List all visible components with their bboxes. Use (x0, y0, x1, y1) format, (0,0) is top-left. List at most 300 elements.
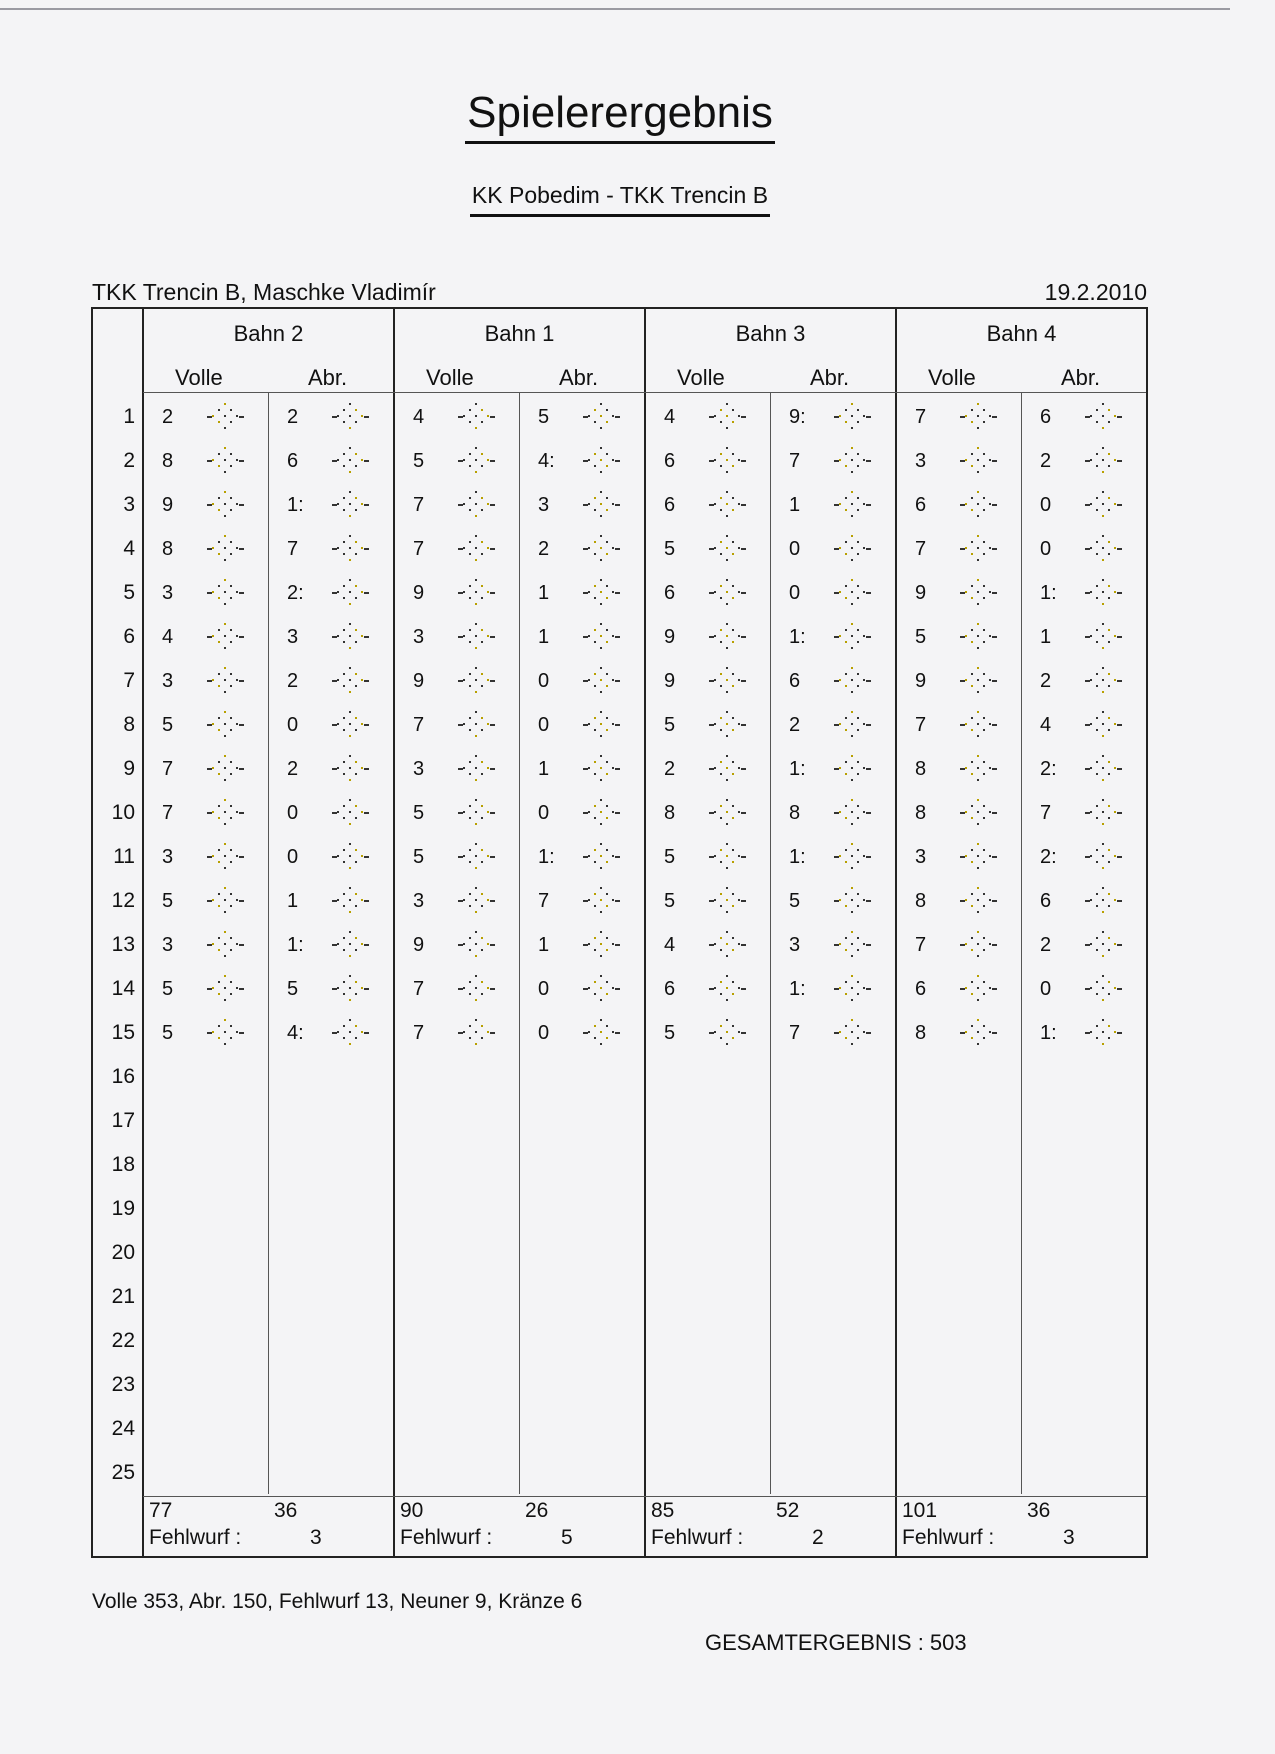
player-line: TKK Trencin B, Maschke Vladimír (92, 279, 436, 305)
pin-diagram-icon (587, 447, 615, 475)
row-number: 11 (113, 845, 135, 868)
throw-volle-value: 7 (915, 538, 927, 560)
pin-diagram-icon (587, 887, 615, 915)
pin-diagram-icon (211, 931, 239, 959)
fehlwurf-label: Fehlwurf : (902, 1526, 995, 1549)
pin-diagram-icon (211, 843, 239, 871)
pin-diagram-icon (964, 843, 992, 871)
row-number: 19 (111, 1197, 135, 1220)
row-number: 5 (123, 581, 135, 604)
throw-volle-value: 5 (162, 1022, 174, 1044)
pin-diagram-icon (713, 711, 741, 739)
pin-diagram-icon (462, 579, 490, 607)
throw-abr-value: 7 (789, 450, 801, 472)
throw-abr-value: 1 (789, 494, 801, 516)
pin-diagram-icon (587, 975, 615, 1003)
throw-volle-value: 3 (162, 582, 174, 604)
throw-abr-value: 1 (538, 758, 550, 780)
pin-diagram-icon (336, 887, 364, 915)
volle-header: Volle (928, 365, 976, 390)
throw-volle-value: 9 (413, 582, 425, 604)
throw-abr-value: 4: (287, 1022, 304, 1044)
pin-diagram-icon (1089, 711, 1117, 739)
pin-diagram-icon (587, 535, 615, 563)
lane-fehlwurf: 5 (561, 1526, 573, 1549)
throw-volle-value: 2 (162, 406, 174, 428)
pin-diagram-icon (838, 755, 866, 783)
row-number: 15 (111, 1021, 135, 1044)
lane-header-bahn-4: Bahn 4 (986, 321, 1057, 346)
throw-volle-value: 5 (664, 714, 676, 736)
throw-abr-value: 2 (287, 670, 299, 692)
pin-diagram-icon (713, 1019, 741, 1047)
throw-volle-value: 7 (413, 978, 425, 1000)
throw-volle-value: 5 (664, 538, 676, 560)
pin-diagram-icon (587, 1019, 615, 1047)
throw-volle-value: 7 (413, 538, 425, 560)
throw-volle-value: 6 (915, 978, 927, 1000)
throw-abr-value: 1: (789, 758, 806, 780)
throw-volle-value: 7 (162, 802, 174, 824)
throw-abr-value: 0 (538, 714, 550, 736)
throw-abr-value: 0 (538, 978, 550, 1000)
abr-header: Abr. (308, 365, 348, 390)
throw-abr-value: 1 (287, 890, 299, 912)
throw-volle-value: 7 (915, 934, 927, 956)
lane-sum-volle: 101 (902, 1499, 938, 1522)
throw-abr-value: 0 (789, 582, 801, 604)
throw-volle-value: 8 (664, 802, 676, 824)
throw-volle-value: 3 (413, 758, 425, 780)
pin-diagram-icon (587, 931, 615, 959)
page-top-edge (0, 8, 1230, 10)
throw-volle-value: 3 (915, 846, 927, 868)
pin-diagram-icon (336, 623, 364, 651)
column-separator (1021, 392, 1022, 1494)
throw-abr-value: 1: (1040, 1022, 1057, 1044)
row-number: 25 (111, 1461, 135, 1484)
row-number: 22 (111, 1329, 135, 1352)
pin-diagram-icon (713, 403, 741, 431)
throw-abr-value: 1 (538, 626, 550, 648)
pin-diagram-icon (713, 799, 741, 827)
throw-volle-value: 9 (915, 582, 927, 604)
throw-abr-value: 0 (789, 538, 801, 560)
throw-volle-value: 5 (413, 846, 425, 868)
throw-volle-value: 6 (664, 450, 676, 472)
column-separator (770, 392, 771, 1494)
pin-diagram-icon (838, 623, 866, 651)
throw-abr-value: 7 (287, 538, 299, 560)
throw-abr-value: 2: (1040, 758, 1057, 780)
pin-diagram-icon (336, 579, 364, 607)
pin-diagram-icon (838, 843, 866, 871)
abr-header: Abr. (559, 365, 599, 390)
row-number: 16 (111, 1065, 135, 1088)
pin-diagram-icon (713, 843, 741, 871)
throw-abr-value: 2 (789, 714, 801, 736)
throw-abr-value: 0 (538, 1022, 550, 1044)
row-number: 3 (123, 493, 135, 516)
pin-diagram-icon (964, 667, 992, 695)
throw-volle-value: 7 (915, 714, 927, 736)
throw-abr-value: 1: (538, 846, 555, 868)
pin-diagram-icon (462, 403, 490, 431)
pin-diagram-icon (211, 447, 239, 475)
throw-abr-value: 0 (287, 802, 299, 824)
throw-abr-value: 2 (287, 758, 299, 780)
throw-abr-value: 1 (538, 934, 550, 956)
pin-diagram-icon (462, 1019, 490, 1047)
lane-fehlwurf: 3 (310, 1526, 322, 1549)
lane-separator (393, 309, 395, 1556)
throw-abr-value: 0 (538, 802, 550, 824)
pin-diagram-icon (462, 667, 490, 695)
pin-diagram-icon (462, 535, 490, 563)
pin-diagram-icon (838, 931, 866, 959)
pin-diagram-icon (964, 711, 992, 739)
pin-diagram-icon (1089, 491, 1117, 519)
lane-fehlwurf: 3 (1063, 1526, 1075, 1549)
throw-abr-value: 1: (789, 626, 806, 648)
pin-diagram-icon (587, 711, 615, 739)
pin-diagram-icon (964, 887, 992, 915)
row-number: 1 (123, 405, 135, 428)
lane-sum-abr: 36 (274, 1499, 298, 1522)
pin-diagram-icon (964, 535, 992, 563)
rownum-separator (142, 309, 144, 1556)
throw-volle-value: 5 (162, 890, 174, 912)
total-result: GESAMTERGEBNIS : 503 (705, 1630, 967, 1655)
throw-volle-value: 3 (162, 670, 174, 692)
throw-volle-value: 9 (413, 670, 425, 692)
row-number: 2 (123, 449, 135, 472)
throw-volle-value: 9 (664, 670, 676, 692)
throw-abr-value: 1: (1040, 582, 1057, 604)
throw-volle-value: 7 (413, 714, 425, 736)
throw-abr-value: 0 (1040, 494, 1052, 516)
throw-volle-value: 3 (413, 890, 425, 912)
lane-separator (895, 309, 897, 1556)
pin-diagram-icon (211, 403, 239, 431)
throw-abr-value: 5 (538, 406, 550, 428)
volle-header: Volle (677, 365, 725, 390)
throw-abr-value: 7 (538, 890, 550, 912)
throw-volle-value: 2 (664, 758, 676, 780)
pin-diagram-icon (713, 975, 741, 1003)
pin-diagram-icon (336, 975, 364, 1003)
lane-sum-volle: 85 (651, 1499, 675, 1522)
pin-diagram-icon (1089, 1019, 1117, 1047)
throw-abr-value: 1: (789, 846, 806, 868)
throw-abr-value: 2 (287, 406, 299, 428)
pin-diagram-icon (211, 887, 239, 915)
pin-diagram-icon (838, 447, 866, 475)
pin-diagram-icon (1089, 887, 1117, 915)
pin-diagram-icon (1089, 931, 1117, 959)
match-date: 19.2.2010 (1044, 279, 1147, 305)
pin-diagram-icon (211, 623, 239, 651)
pin-diagram-icon (838, 491, 866, 519)
pin-diagram-icon (462, 975, 490, 1003)
pin-diagram-icon (713, 491, 741, 519)
throw-abr-value: 6 (789, 670, 801, 692)
throw-volle-value: 6 (915, 494, 927, 516)
pin-diagram-icon (211, 491, 239, 519)
row-number: 12 (111, 889, 135, 912)
pin-diagram-icon (336, 667, 364, 695)
pin-diagram-icon (462, 711, 490, 739)
pin-diagram-icon (587, 755, 615, 783)
pin-diagram-icon (713, 667, 741, 695)
pin-diagram-icon (462, 447, 490, 475)
throw-abr-value: 9: (789, 406, 806, 428)
throw-volle-value: 8 (915, 1022, 927, 1044)
pin-diagram-icon (1089, 623, 1117, 651)
pin-diagram-icon (713, 755, 741, 783)
row-number: 9 (123, 757, 135, 780)
pin-diagram-icon (713, 623, 741, 651)
throw-volle-value: 5 (413, 450, 425, 472)
row-number: 6 (123, 625, 135, 648)
throw-abr-value: 1 (538, 582, 550, 604)
pin-diagram-icon (964, 931, 992, 959)
pin-diagram-icon (964, 975, 992, 1003)
throw-abr-value: 2 (538, 538, 550, 560)
pin-diagram-icon (462, 843, 490, 871)
row-number: 8 (123, 713, 135, 736)
throw-volle-value: 9 (413, 934, 425, 956)
pin-diagram-icon (462, 931, 490, 959)
pin-diagram-icon (1089, 535, 1117, 563)
pin-diagram-icon (1089, 843, 1117, 871)
pin-diagram-icon (587, 623, 615, 651)
pin-diagram-icon (336, 491, 364, 519)
pin-diagram-icon (838, 975, 866, 1003)
throw-volle-value: 6 (664, 494, 676, 516)
lane-sum-volle: 77 (149, 1499, 173, 1522)
pin-diagram-icon (336, 447, 364, 475)
match-title: KK Pobedim - TKK Trencin B (0, 182, 1240, 209)
pin-diagram-icon (1089, 975, 1117, 1003)
pin-diagram-icon (462, 491, 490, 519)
throw-volle-value: 5 (664, 1022, 676, 1044)
pin-diagram-icon (964, 447, 992, 475)
pin-diagram-icon (211, 799, 239, 827)
pin-diagram-icon (211, 667, 239, 695)
throw-abr-value: 2 (1040, 934, 1052, 956)
throw-abr-value: 6 (1040, 890, 1052, 912)
pin-diagram-icon (1089, 447, 1117, 475)
throw-volle-value: 5 (162, 714, 174, 736)
page-title: Spielerergebnis (0, 88, 1240, 138)
throw-abr-value: 2 (1040, 670, 1052, 692)
throw-abr-value: 8 (789, 802, 801, 824)
throw-volle-value: 3 (162, 846, 174, 868)
row-number: 10 (111, 801, 135, 824)
pin-diagram-icon (587, 403, 615, 431)
column-separator (519, 392, 520, 1494)
lane-sum-abr: 36 (1027, 1499, 1051, 1522)
throw-abr-value: 0 (538, 670, 550, 692)
throw-abr-value: 6 (287, 450, 299, 472)
throw-volle-value: 4 (664, 934, 676, 956)
throw-volle-value: 5 (162, 978, 174, 1000)
throw-abr-value: 0 (1040, 538, 1052, 560)
pin-diagram-icon (462, 623, 490, 651)
throw-volle-value: 7 (162, 758, 174, 780)
fehlwurf-label: Fehlwurf : (651, 1526, 744, 1549)
pin-diagram-icon (964, 491, 992, 519)
pin-diagram-icon (964, 755, 992, 783)
pin-diagram-icon (964, 403, 992, 431)
pin-diagram-icon (336, 1019, 364, 1047)
pin-diagram-icon (462, 799, 490, 827)
lane-header-bahn-1: Bahn 1 (484, 321, 555, 346)
abr-header: Abr. (1061, 365, 1101, 390)
throw-abr-value: 2: (287, 582, 304, 604)
pin-diagram-icon (713, 579, 741, 607)
throw-abr-value: 0 (1040, 978, 1052, 1000)
throw-abr-value: 7 (789, 1022, 801, 1044)
pin-diagram-icon (838, 535, 866, 563)
throw-abr-value: 5 (789, 890, 801, 912)
volle-header: Volle (175, 365, 223, 390)
pin-diagram-icon (964, 799, 992, 827)
pin-diagram-icon (211, 1019, 239, 1047)
throw-volle-value: 9 (162, 494, 174, 516)
pin-diagram-icon (838, 1019, 866, 1047)
pin-diagram-icon (1089, 799, 1117, 827)
pin-diagram-icon (336, 403, 364, 431)
row-number: 20 (111, 1241, 135, 1264)
throw-abr-value: 3 (287, 626, 299, 648)
throw-volle-value: 6 (664, 978, 676, 1000)
pin-diagram-icon (964, 1019, 992, 1047)
row-number: 4 (123, 537, 135, 560)
throw-volle-value: 3 (915, 450, 927, 472)
pin-diagram-icon (838, 799, 866, 827)
row-number: 21 (111, 1285, 135, 1308)
pin-diagram-icon (336, 843, 364, 871)
throw-volle-value: 5 (413, 802, 425, 824)
pin-diagram-icon (587, 843, 615, 871)
throw-volle-value: 8 (915, 758, 927, 780)
abr-header: Abr. (810, 365, 850, 390)
throw-volle-value: 4 (162, 626, 174, 648)
lane-sum-abr: 26 (525, 1499, 549, 1522)
throw-volle-value: 7 (915, 406, 927, 428)
throw-abr-value: 5 (287, 978, 299, 1000)
throw-volle-value: 5 (664, 890, 676, 912)
row-number: 13 (111, 933, 135, 956)
throw-volle-value: 6 (664, 582, 676, 604)
sum-rule (143, 1496, 1146, 1497)
throw-abr-value: 2: (1040, 846, 1057, 868)
pin-diagram-icon (336, 711, 364, 739)
volle-header: Volle (426, 365, 474, 390)
pin-diagram-icon (211, 755, 239, 783)
pin-diagram-icon (462, 755, 490, 783)
summary-line: Volle 353, Abr. 150, Fehlwurf 13, Neuner 9, Kränze 6 (92, 1590, 583, 1613)
header-rule (143, 392, 1146, 393)
lane-header-bahn-3: Bahn 3 (735, 321, 806, 346)
throw-volle-value: 8 (162, 450, 174, 472)
pin-diagram-icon (336, 755, 364, 783)
throw-abr-value: 7 (1040, 802, 1052, 824)
pin-diagram-icon (964, 623, 992, 651)
throw-abr-value: 1: (287, 934, 304, 956)
pin-diagram-icon (211, 535, 239, 563)
pin-diagram-icon (1089, 579, 1117, 607)
pin-diagram-icon (336, 931, 364, 959)
row-number: 24 (111, 1417, 135, 1440)
pin-diagram-icon (587, 667, 615, 695)
row-number: 14 (111, 977, 135, 1000)
pin-diagram-icon (964, 579, 992, 607)
fehlwurf-label: Fehlwurf : (149, 1526, 242, 1549)
throw-abr-value: 3 (789, 934, 801, 956)
pin-diagram-icon (336, 535, 364, 563)
lane-sum-abr: 52 (776, 1499, 800, 1522)
throw-volle-value: 9 (664, 626, 676, 648)
pin-diagram-icon (1089, 755, 1117, 783)
pin-diagram-icon (713, 535, 741, 563)
throw-volle-value: 5 (915, 626, 927, 648)
throw-volle-value: 4 (664, 406, 676, 428)
throw-volle-value: 7 (413, 1022, 425, 1044)
throw-abr-value: 0 (287, 846, 299, 868)
throw-abr-value: 3 (538, 494, 550, 516)
throw-abr-value: 2 (1040, 450, 1052, 472)
throw-volle-value: 4 (413, 406, 425, 428)
row-number: 7 (123, 669, 135, 692)
throw-volle-value: 8 (162, 538, 174, 560)
fehlwurf-label: Fehlwurf : (400, 1526, 493, 1549)
pin-diagram-icon (587, 491, 615, 519)
throw-volle-value: 8 (915, 890, 927, 912)
pin-diagram-icon (838, 403, 866, 431)
score-table (91, 307, 1148, 1558)
throw-volle-value: 9 (915, 670, 927, 692)
throw-abr-value: 1: (789, 978, 806, 1000)
pin-diagram-icon (713, 887, 741, 915)
pin-diagram-icon (211, 579, 239, 607)
lane-sum-volle: 90 (400, 1499, 424, 1522)
throw-abr-value: 0 (287, 714, 299, 736)
row-number: 23 (111, 1373, 135, 1396)
throw-abr-value: 4: (538, 450, 555, 472)
pin-diagram-icon (838, 887, 866, 915)
throw-volle-value: 5 (664, 846, 676, 868)
throw-volle-value: 3 (162, 934, 174, 956)
pin-diagram-icon (211, 975, 239, 1003)
row-number: 17 (111, 1109, 135, 1132)
throw-volle-value: 3 (413, 626, 425, 648)
pin-diagram-icon (713, 931, 741, 959)
column-separator (268, 392, 269, 1494)
pin-diagram-icon (838, 667, 866, 695)
throw-volle-value: 7 (413, 494, 425, 516)
pin-diagram-icon (838, 711, 866, 739)
throw-abr-value: 1: (287, 494, 304, 516)
lane-separator (644, 309, 646, 1556)
row-number: 18 (111, 1153, 135, 1176)
lane-fehlwurf: 2 (812, 1526, 824, 1549)
pin-diagram-icon (462, 887, 490, 915)
pin-diagram-icon (713, 447, 741, 475)
pin-diagram-icon (1089, 667, 1117, 695)
